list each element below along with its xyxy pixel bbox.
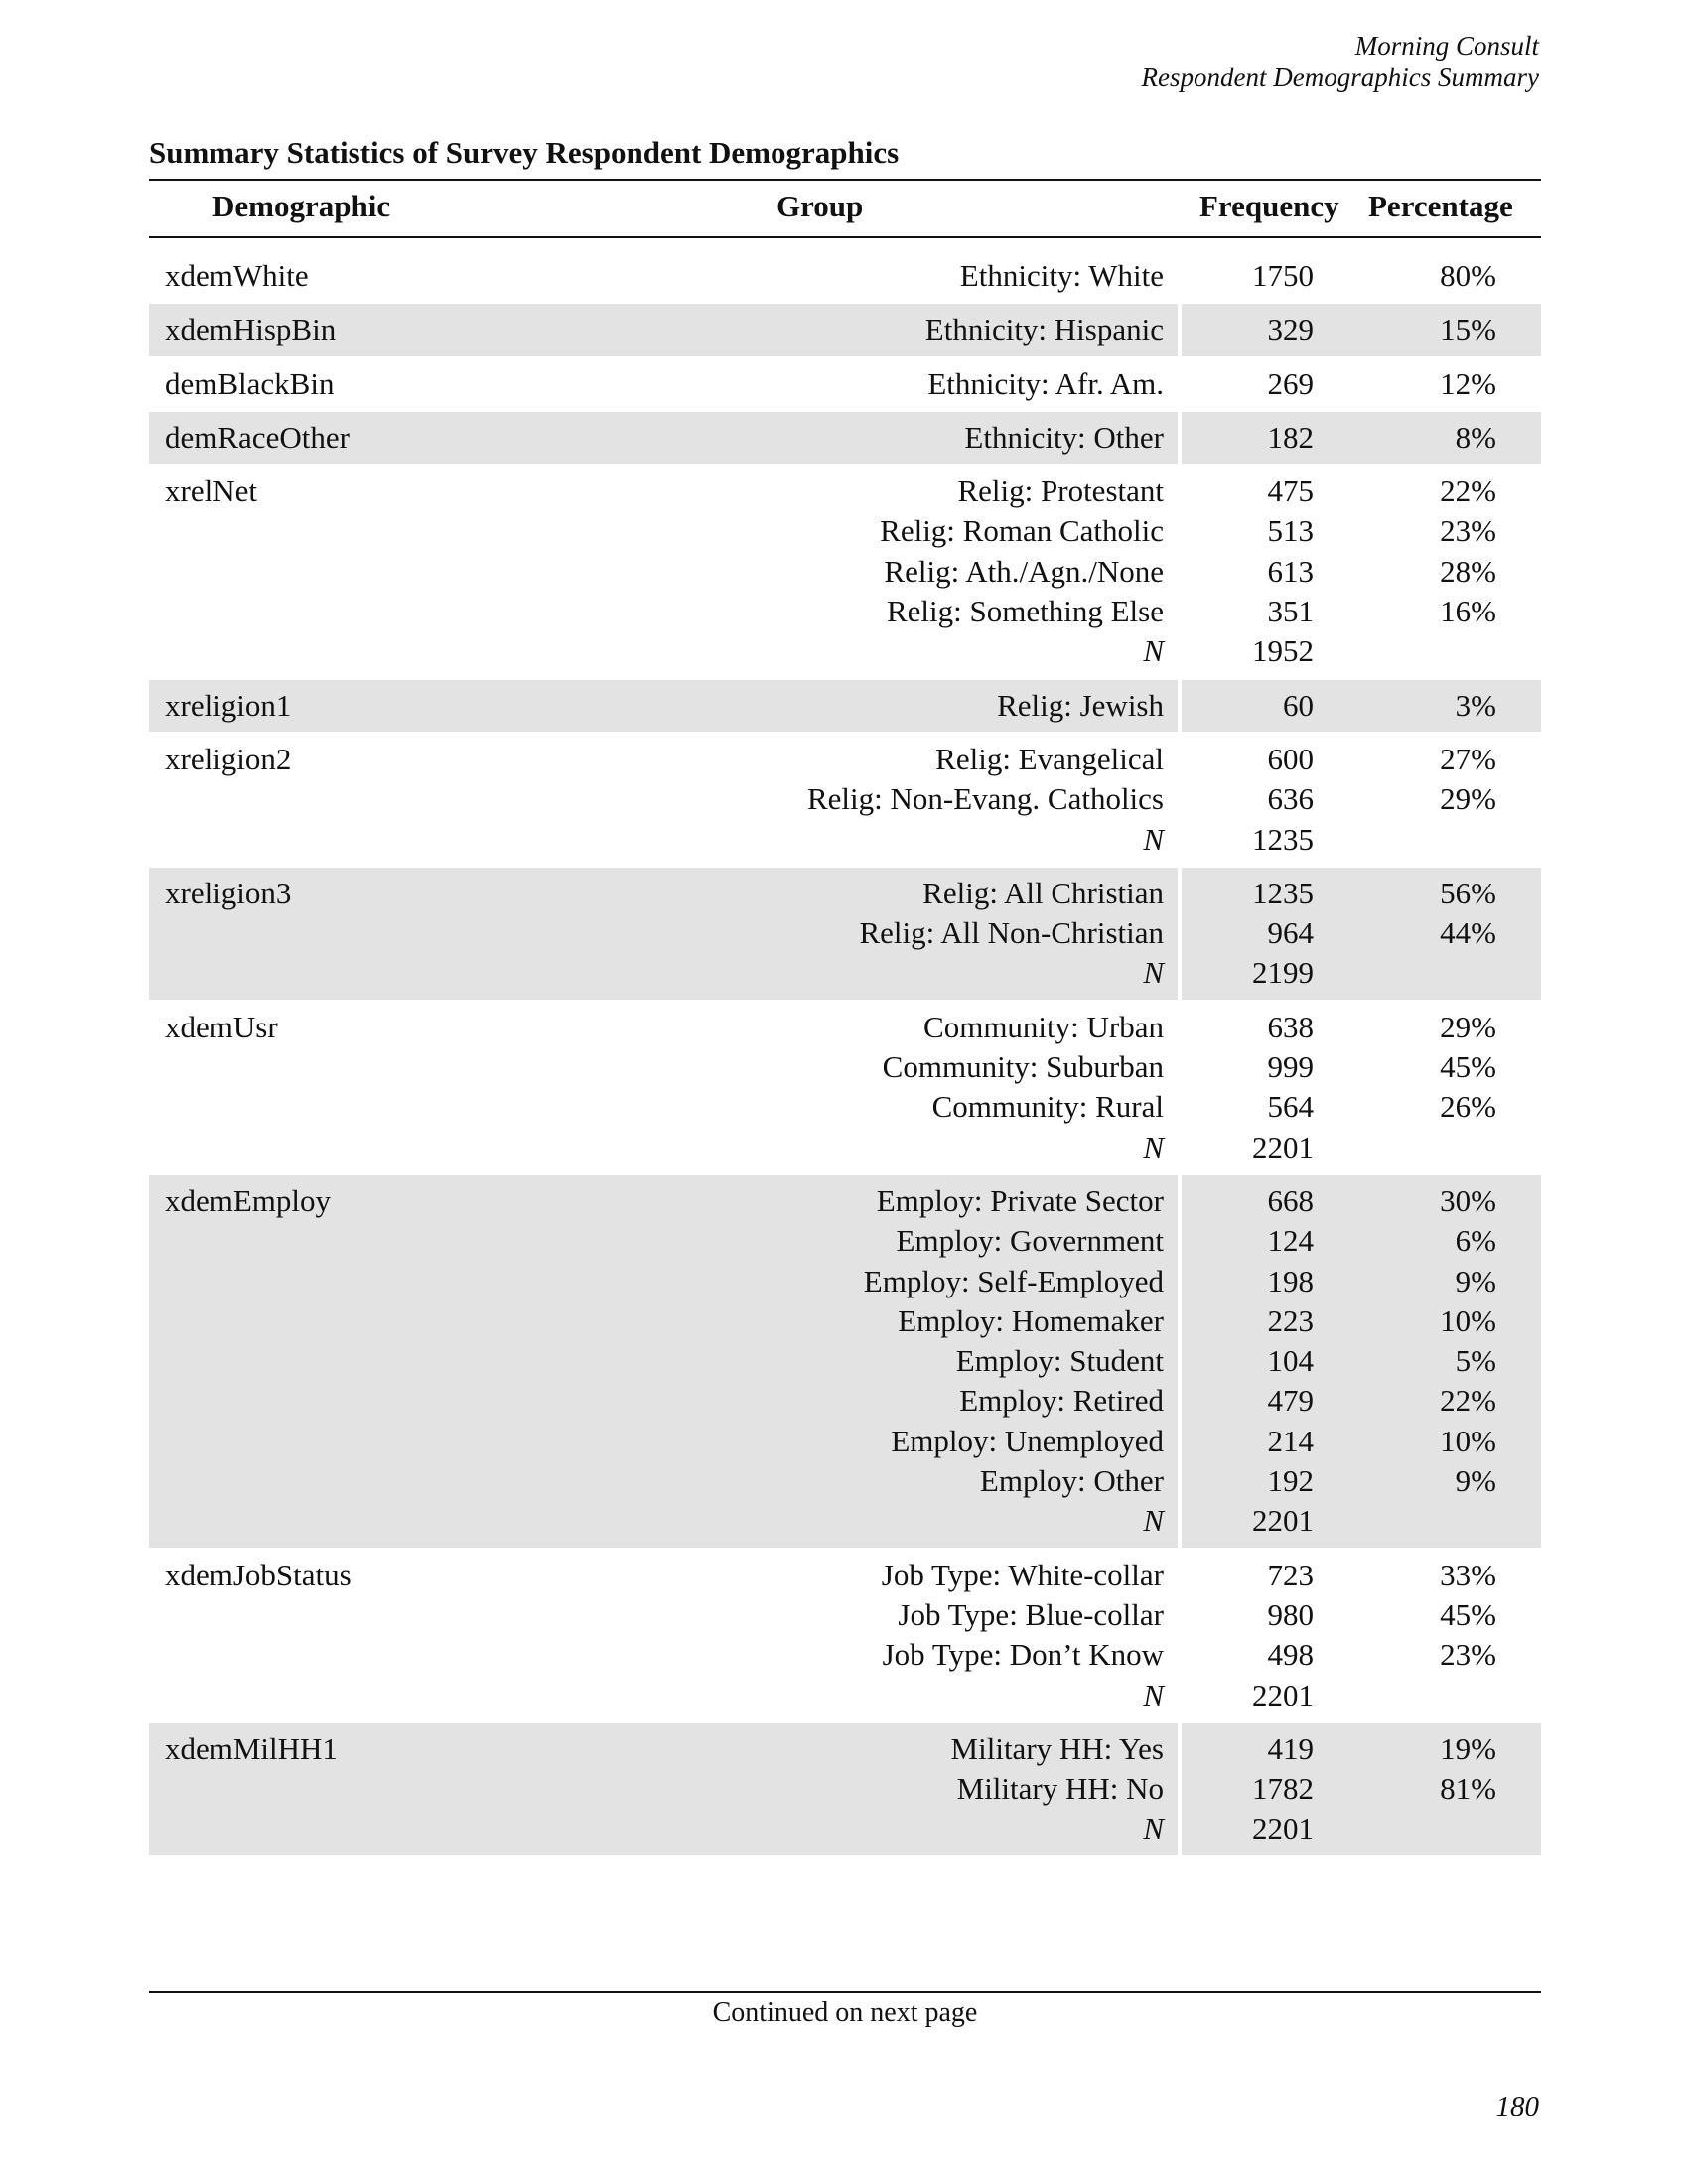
percentage-cell: 9% — [1455, 1463, 1496, 1499]
group-cell: Relig: Evangelical — [935, 741, 1164, 776]
demographic-group — [149, 1550, 1541, 1721]
table-row — [149, 1221, 1541, 1261]
demographic-label: xrelNet — [165, 474, 257, 509]
table-row — [149, 686, 1541, 726]
percentage-cell: 81% — [1440, 1771, 1496, 1807]
percentage-cell: 23% — [1440, 513, 1496, 549]
demographic-label: xdemHispBin — [165, 312, 337, 347]
demographic-label: xdemMilHH1 — [165, 1730, 338, 1766]
frequency-cell: 600 — [1267, 741, 1314, 776]
group-cell: Community: Urban — [923, 1009, 1164, 1044]
sample-size-label: N — [1143, 1129, 1164, 1164]
percentage-cell: 22% — [1440, 1383, 1496, 1419]
table-bottom-rule — [149, 1991, 1541, 1993]
group-cell: Community: Suburban — [882, 1049, 1164, 1085]
frequency-cell: 498 — [1267, 1637, 1314, 1673]
percentage-cell: 3% — [1455, 687, 1496, 723]
group-cell: Employ: Self-Employed — [863, 1263, 1164, 1298]
sample-size-label: N — [1143, 821, 1164, 857]
table-title: Summary Statistics of Survey Respondent Demographics — [149, 135, 900, 170]
percentage-cell — [1314, 1128, 1496, 1167]
percentage-cell: 12% — [1440, 365, 1496, 401]
frequency-cell: 182 — [1267, 419, 1314, 455]
frequency-cell: 564 — [1267, 1089, 1314, 1125]
header-document-title: Respondent Demographics Summary — [1141, 63, 1539, 92]
table-row — [149, 740, 1541, 779]
group-cell: Military HH: Yes — [950, 1730, 1164, 1766]
demographic-group — [149, 412, 1541, 464]
percentage-cell: 22% — [1440, 474, 1496, 509]
frequency-cell: 1235 — [1252, 875, 1314, 910]
header-rule — [149, 236, 1541, 238]
percentage-cell: 29% — [1440, 781, 1496, 817]
table-row — [149, 1262, 1541, 1301]
percentage-cell: 45% — [1440, 1049, 1496, 1085]
table-row — [149, 1635, 1541, 1675]
frequency-cell: 1750 — [1252, 258, 1314, 293]
sample-size-label: N — [1143, 633, 1164, 669]
demographic-group — [149, 358, 1541, 410]
frequency-cell: 613 — [1267, 553, 1314, 589]
group-cell: Job Type: Don’t Know — [882, 1637, 1164, 1673]
table-row — [149, 418, 1541, 458]
percentage-cell: 16% — [1440, 594, 1496, 629]
column-header-frequency: Frequency — [1199, 189, 1339, 223]
frequency-cell: 351 — [1267, 594, 1314, 629]
running-header — [1142, 30, 1539, 93]
frequency-cell: 980 — [1267, 1596, 1314, 1632]
table-row — [149, 1381, 1541, 1421]
table-row — [149, 1128, 1541, 1167]
percentage-cell — [1314, 631, 1496, 671]
group-cell: Ethnicity: White — [959, 258, 1164, 293]
sample-size-label: N — [1143, 1677, 1164, 1712]
demographic-label: xreligion3 — [165, 875, 292, 910]
demographic-label: xreligion2 — [165, 741, 292, 776]
percentage-cell: 8% — [1455, 419, 1496, 455]
table-row — [149, 1769, 1541, 1809]
group-cell: Employ: Student — [955, 1343, 1164, 1379]
table-row — [149, 592, 1541, 631]
table-row — [149, 1047, 1541, 1087]
group-cell: Relig: All Non-Christian — [859, 915, 1164, 951]
demographic-label: xdemJobStatus — [165, 1557, 352, 1592]
percentage-cell: 23% — [1440, 1637, 1496, 1673]
table-row — [149, 1008, 1541, 1047]
percentage-cell — [1314, 1501, 1496, 1541]
table-row — [149, 1595, 1541, 1635]
group-cell: Community: Rural — [931, 1089, 1164, 1125]
percentage-cell: 56% — [1440, 875, 1496, 910]
frequency-cell: 479 — [1267, 1383, 1314, 1419]
demographic-group — [149, 304, 1541, 355]
frequency-cell: 329 — [1267, 312, 1314, 347]
frequency-cell: 1952 — [1252, 633, 1314, 669]
column-headers — [149, 185, 1541, 234]
table-row — [149, 953, 1541, 993]
table-row — [149, 874, 1541, 913]
demographic-group — [149, 466, 1541, 677]
frequency-cell: 1782 — [1252, 1771, 1314, 1807]
percentage-cell: 45% — [1440, 1596, 1496, 1632]
page-number: 180 — [1495, 2091, 1539, 2122]
table-row — [149, 310, 1541, 349]
percentage-cell: 30% — [1440, 1182, 1496, 1218]
table-row — [149, 552, 1541, 592]
group-cell: Employ: Private Sector — [876, 1182, 1164, 1218]
table-row — [149, 472, 1541, 511]
table-row — [149, 631, 1541, 671]
group-cell: Job Type: Blue-collar — [898, 1596, 1164, 1632]
percentage-cell — [1314, 953, 1496, 993]
frequency-cell: 192 — [1267, 1463, 1314, 1499]
demographic-label: xdemEmploy — [165, 1182, 332, 1218]
group-cell: Employ: Government — [896, 1223, 1164, 1259]
frequency-cell: 636 — [1267, 781, 1314, 817]
table-row — [149, 1087, 1541, 1127]
table-row — [149, 1556, 1541, 1595]
table-row — [149, 364, 1541, 404]
frequency-cell: 419 — [1267, 1730, 1314, 1766]
frequency-cell: 2201 — [1252, 1503, 1314, 1539]
frequency-cell: 124 — [1267, 1223, 1314, 1259]
table-row — [149, 1301, 1541, 1341]
group-cell: Employ: Retired — [959, 1383, 1164, 1419]
frequency-cell: 60 — [1283, 687, 1314, 723]
group-cell: Employ: Other — [979, 1463, 1164, 1499]
frequency-cell: 198 — [1267, 1263, 1314, 1298]
frequency-cell: 723 — [1267, 1557, 1314, 1592]
group-cell: Relig: Roman Catholic — [880, 513, 1164, 549]
frequency-cell: 513 — [1267, 513, 1314, 549]
frequency-cell: 2201 — [1252, 1677, 1314, 1712]
percentage-cell: 9% — [1455, 1263, 1496, 1298]
demographic-group — [149, 868, 1541, 1000]
frequency-cell: 104 — [1267, 1343, 1314, 1379]
demographic-label: demRaceOther — [165, 419, 350, 455]
frequency-cell: 999 — [1267, 1049, 1314, 1085]
column-header-demographic: Demographic — [212, 189, 391, 223]
table-row — [149, 1461, 1541, 1501]
frequency-cell: 638 — [1267, 1009, 1314, 1044]
sample-size-label: N — [1143, 955, 1164, 991]
frequency-cell: 2201 — [1252, 1129, 1314, 1164]
group-cell: Employ: Homemaker — [898, 1302, 1164, 1338]
percentage-cell: 15% — [1440, 312, 1496, 347]
percentage-cell: 33% — [1440, 1557, 1496, 1592]
group-cell: Relig: Non-Evang. Catholics — [806, 781, 1164, 817]
frequency-cell: 269 — [1267, 365, 1314, 401]
table-row — [149, 1422, 1541, 1461]
frequency-cell: 2201 — [1252, 1811, 1314, 1846]
group-cell: Relig: Protestant — [957, 474, 1164, 509]
frequency-cell: 2199 — [1252, 955, 1314, 991]
group-cell: Military HH: No — [956, 1771, 1164, 1807]
demographic-group — [149, 1175, 1541, 1548]
percentage-cell: 27% — [1440, 741, 1496, 776]
continued-note: Continued on next page — [712, 1997, 978, 2028]
table-row — [149, 1676, 1541, 1715]
demographic-label: xdemUsr — [165, 1009, 278, 1044]
sample-size-label: N — [1143, 1503, 1164, 1539]
percentage-cell: 80% — [1440, 258, 1496, 293]
sample-size-label: N — [1143, 1811, 1164, 1846]
table-row — [149, 256, 1541, 296]
group-cell: Ethnicity: Other — [964, 419, 1164, 455]
group-cell: Employ: Unemployed — [891, 1423, 1164, 1458]
percentage-cell: 26% — [1440, 1089, 1496, 1125]
group-cell: Relig: Something Else — [887, 594, 1164, 629]
header-publisher: Morning Consult — [1354, 31, 1539, 61]
group-cell: Ethnicity: Afr. Am. — [927, 365, 1164, 401]
group-cell: Job Type: White-collar — [881, 1557, 1164, 1592]
table-row — [149, 1809, 1541, 1848]
demographic-group — [149, 1002, 1541, 1173]
table-top-rule — [149, 179, 1541, 181]
table-row — [149, 1729, 1541, 1769]
percentage-cell — [1314, 820, 1496, 860]
frequency-cell: 223 — [1267, 1302, 1314, 1338]
frequency-cell: 964 — [1267, 915, 1314, 951]
table-row — [149, 913, 1541, 953]
table-row — [149, 1341, 1541, 1381]
frequency-cell: 475 — [1267, 474, 1314, 509]
demographic-group — [149, 250, 1541, 302]
table-row — [149, 1501, 1541, 1541]
column-header-percentage: Percentage — [1368, 189, 1513, 223]
column-header-group: Group — [776, 189, 864, 223]
table-row — [149, 1181, 1541, 1221]
percentage-cell: 19% — [1440, 1730, 1496, 1766]
percentage-cell — [1314, 1809, 1496, 1848]
percentage-cell: 5% — [1455, 1343, 1496, 1379]
demographic-group — [149, 1723, 1541, 1855]
table-body — [149, 250, 1541, 1855]
demographic-label: xreligion1 — [165, 687, 292, 723]
percentage-cell: 6% — [1455, 1223, 1496, 1259]
group-cell: Ethnicity: Hispanic — [924, 312, 1164, 347]
table-row — [149, 820, 1541, 860]
demographic-label: xdemWhite — [165, 258, 309, 293]
table-row — [149, 511, 1541, 551]
percentage-cell: 10% — [1440, 1302, 1496, 1338]
percentage-cell: 29% — [1440, 1009, 1496, 1044]
frequency-cell: 214 — [1267, 1423, 1314, 1458]
demographic-group — [149, 680, 1541, 732]
frequency-cell: 668 — [1267, 1182, 1314, 1218]
demographic-group — [149, 734, 1541, 866]
percentage-cell: 10% — [1440, 1423, 1496, 1458]
group-cell: Relig: All Christian — [922, 875, 1164, 910]
percentage-cell — [1314, 1676, 1496, 1715]
percentage-cell: 28% — [1440, 553, 1496, 589]
percentage-cell: 44% — [1440, 915, 1496, 951]
group-cell: Relig: Ath./Agn./None — [884, 553, 1164, 589]
demographic-label: demBlackBin — [165, 365, 335, 401]
group-cell: Relig: Jewish — [997, 687, 1164, 723]
table-row — [149, 779, 1541, 819]
frequency-cell: 1235 — [1252, 821, 1314, 857]
